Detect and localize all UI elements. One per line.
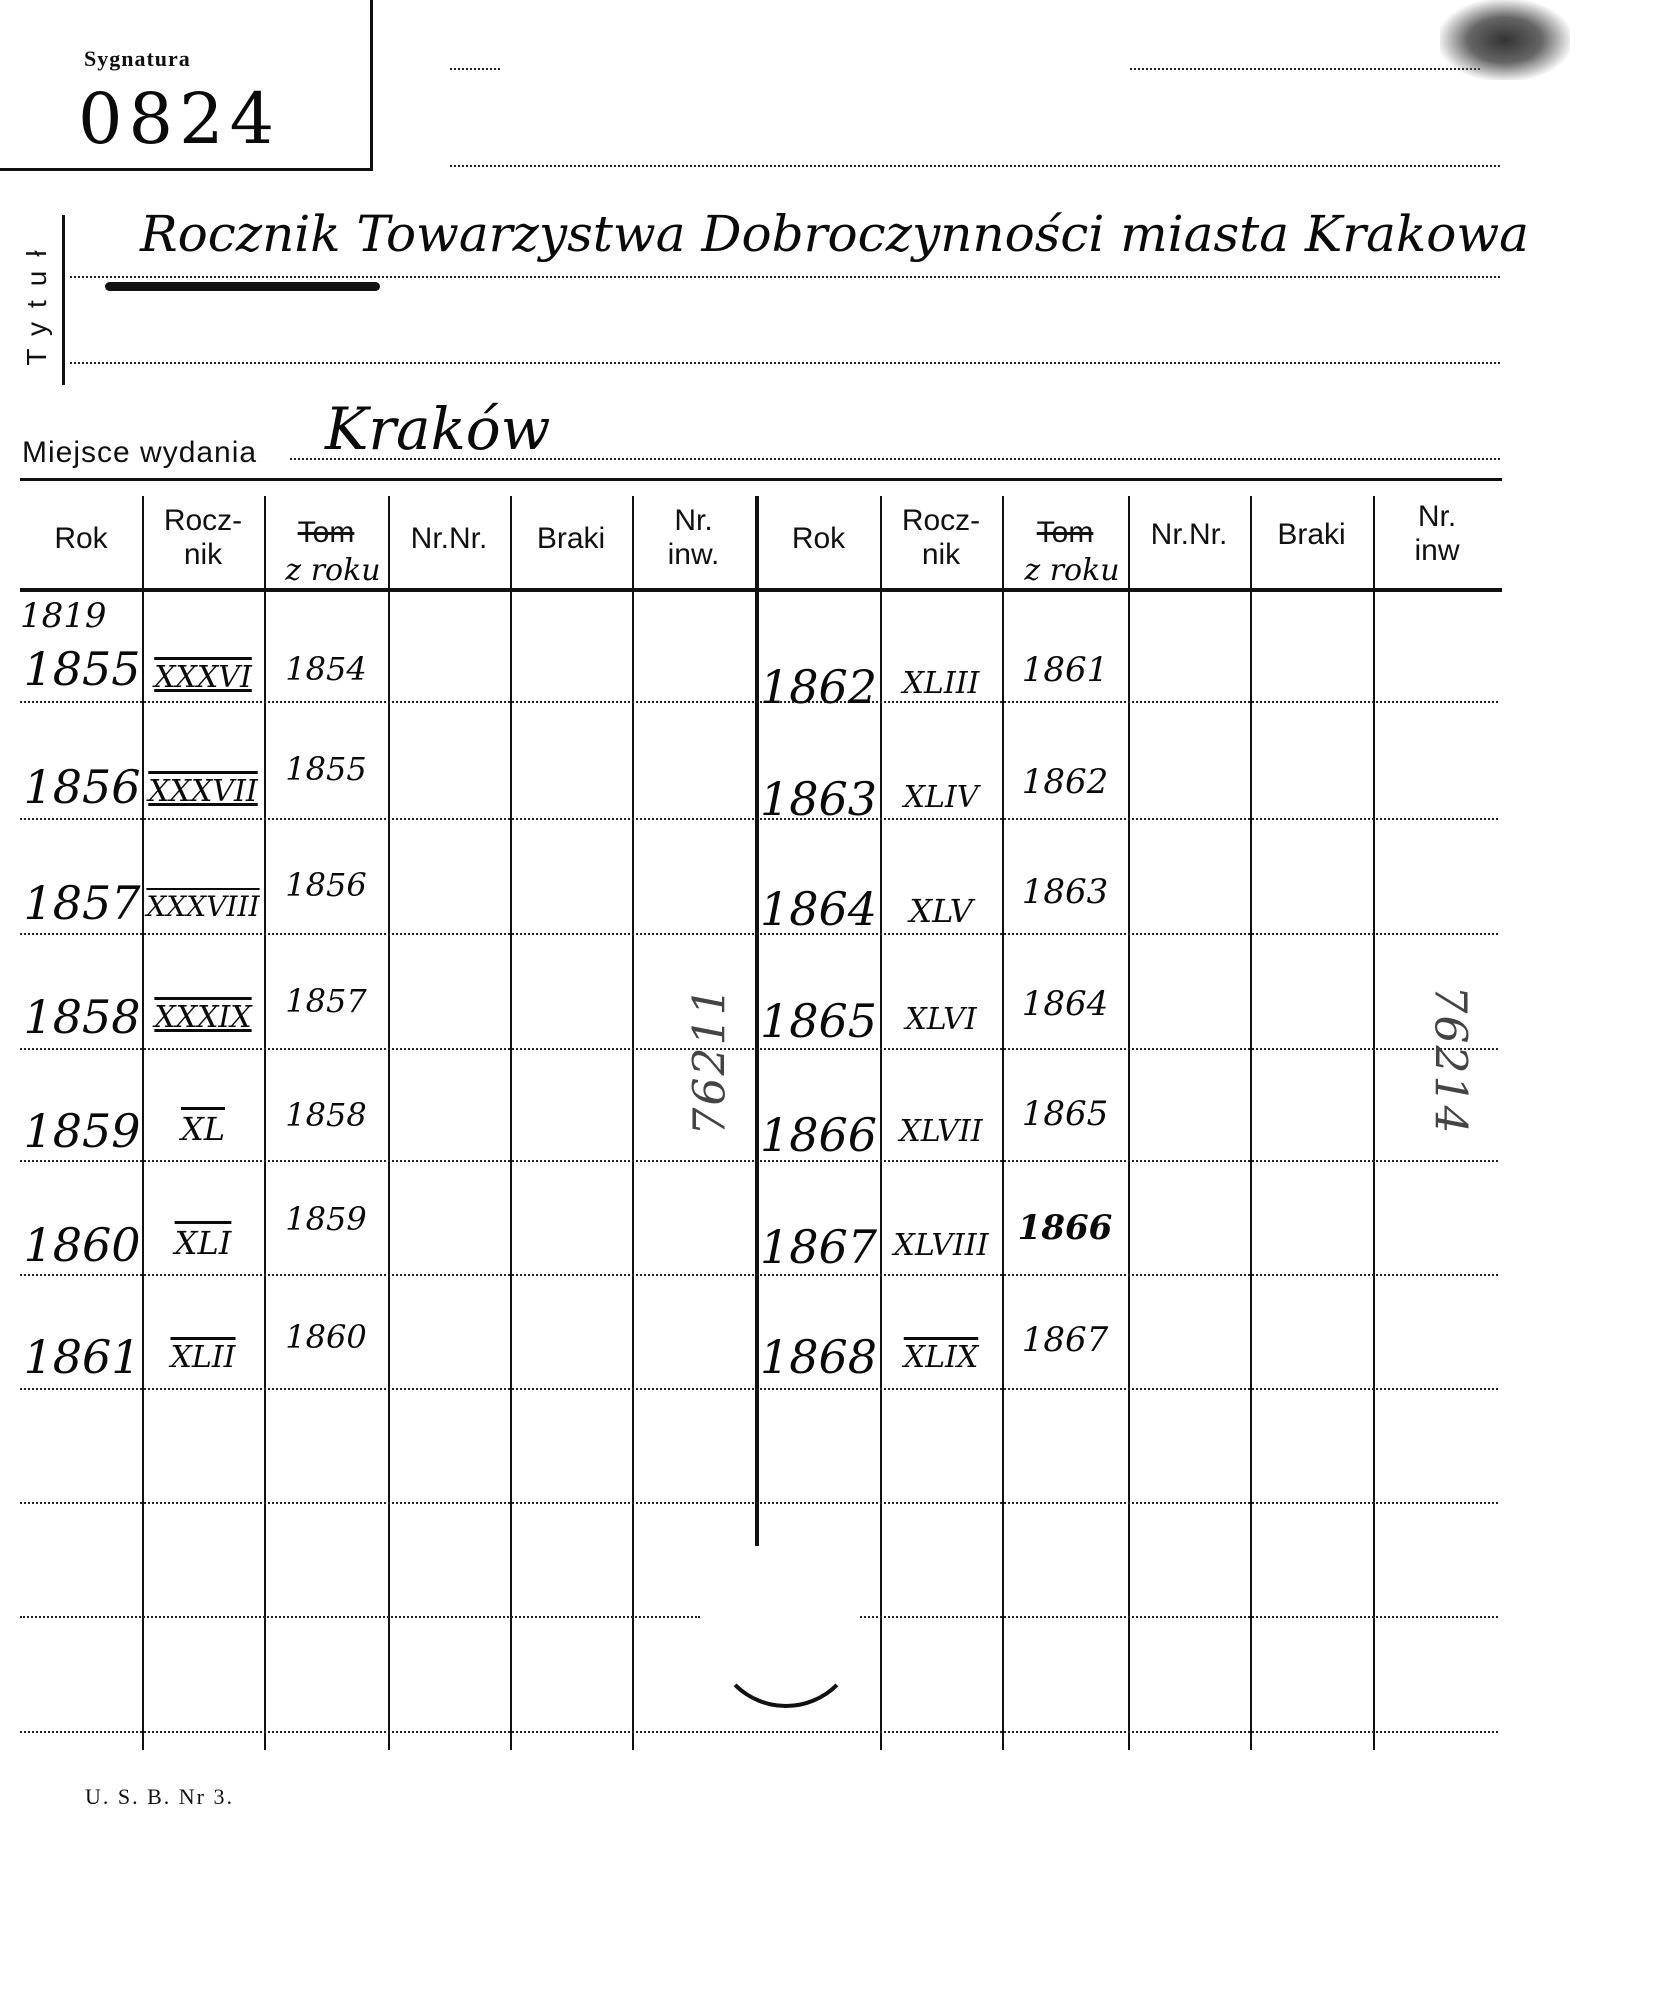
left-row-2-rocznik: XXXVII	[148, 774, 258, 809]
table-header-rule	[20, 588, 1502, 592]
left-row-2-z-roku: 1855	[285, 750, 367, 788]
top-dotted-line-2	[450, 165, 1500, 167]
signature-number: 0824	[78, 78, 281, 160]
left-row-6-rok: 1860	[23, 1218, 141, 1272]
left-row-4-rok: 1858	[23, 990, 141, 1044]
title-underline-mark	[105, 282, 380, 291]
title-dotted-line-2	[70, 362, 1500, 364]
right-row-7-z-roku: 1867	[1021, 1320, 1109, 1360]
left-row-1-z-roku: 1854	[285, 650, 367, 688]
col-line-11	[1373, 496, 1375, 1750]
right-row-3-rocznik: XLV	[909, 892, 973, 930]
row-line-10	[20, 1731, 1498, 1733]
right-row-4-rok: 1865	[759, 994, 878, 1048]
header-rocznik-right: Rocz- nik	[901, 504, 981, 571]
left-row-1-rocznik: XXXVI	[154, 660, 252, 695]
left-row-7-rok: 1861	[23, 1330, 141, 1384]
header-nrnr-left: Nr.Nr.	[410, 522, 488, 555]
punch-hole	[712, 1560, 860, 1708]
table-top-rule	[20, 478, 1502, 481]
top-dotted-line-short	[450, 68, 500, 70]
left-row-3-z-roku: 1856	[285, 866, 367, 904]
col-line-10	[1250, 496, 1252, 1750]
right-row-1-rocznik: XLIII	[902, 666, 980, 701]
right-row-5-z-roku: 1865	[1021, 1094, 1109, 1134]
row-line-9-right	[860, 1616, 1498, 1618]
left-row-3-rocznik: XXXVIII	[146, 890, 260, 923]
row-line-6	[20, 1274, 1498, 1276]
left-row-1-extra-year: 1819	[20, 596, 107, 636]
header-nrnr-right: Nr.Nr.	[1150, 518, 1228, 551]
col-line-5	[632, 496, 634, 1750]
header-rok-right: Rok	[791, 522, 846, 555]
signature-box	[0, 0, 373, 171]
place-label: Miejsce wydania	[22, 436, 258, 469]
right-row-4-rocznik: XLVI	[905, 1002, 977, 1037]
header-nr-inw-right: Nr. inw	[1414, 500, 1460, 567]
title-bracket	[62, 215, 65, 385]
ink-smudge	[1440, 0, 1570, 80]
title-label-box	[12, 230, 62, 380]
col-line-3	[388, 496, 390, 1750]
left-row-5-rocznik: $\overline{XL}$	[180, 1110, 226, 1148]
header-tom-right: Tom	[1036, 516, 1094, 549]
left-row-7-rocznik: XLII	[170, 1340, 236, 1375]
row-line-4	[20, 1048, 1498, 1050]
title-label: Tytuł	[21, 236, 52, 366]
right-row-3-z-roku: 1863	[1021, 872, 1109, 912]
top-dotted-line	[1130, 68, 1480, 70]
header-rok-left: Rok	[54, 522, 108, 555]
title-text: Rocznik Towarzystwa Dobroczynności miasta Krakowa	[140, 205, 1529, 263]
place-value: Kraków	[325, 395, 551, 463]
left-row-5-z-roku: 1858	[285, 1096, 367, 1134]
left-row-3-rok: 1857	[23, 876, 141, 930]
header-nr-inw-left: Nr. inw.	[667, 504, 720, 571]
right-row-6-rok: 1867	[759, 1220, 878, 1274]
form-footer: U. S. B. Nr 3.	[85, 1784, 235, 1809]
left-row-2-rok: 1856	[23, 760, 141, 814]
header-tom-left: Tom	[297, 516, 355, 549]
right-row-3-rok: 1864	[759, 882, 878, 936]
header-rocznik-left: Rocz- nik	[163, 504, 243, 571]
header-braki-left: Braki	[536, 522, 606, 555]
title-dotted-line-1	[70, 276, 1500, 278]
left-row-7-z-roku: 1860	[285, 1318, 367, 1356]
left-row-6-z-roku: 1859	[285, 1200, 367, 1238]
row-line-9-left	[20, 1616, 700, 1618]
right-row-5-rocznik: XLVII	[899, 1114, 983, 1149]
place-dotted-line	[290, 458, 1500, 460]
row-line-7	[20, 1388, 1498, 1390]
header-z-roku-left: z roku	[285, 553, 381, 588]
right-row-7-rocznik: XLIX	[903, 1340, 979, 1375]
col-line-9	[1128, 496, 1130, 1750]
header-z-roku-right: z roku	[1024, 553, 1120, 588]
col-line-4	[510, 496, 512, 1750]
left-row-4-z-roku: 1857	[285, 982, 367, 1020]
header-braki-right: Braki	[1277, 518, 1346, 551]
right-row-5-rok: 1866	[759, 1108, 878, 1162]
row-line-8	[20, 1502, 1498, 1504]
inventory-number-left: 76211	[684, 985, 736, 1136]
left-row-4-rocznik: XXXIX	[154, 1000, 252, 1035]
right-row-1-rok: 1862	[759, 660, 878, 714]
right-row-6-rocznik: XLVIII	[893, 1228, 989, 1263]
right-row-1-z-roku: 1861	[1021, 650, 1109, 690]
inventory-number-right: 76214	[1424, 985, 1476, 1136]
left-row-6-rocznik: $\overline{XLI}$	[174, 1224, 232, 1262]
right-row-6-z-roku: 1866	[1017, 1208, 1113, 1248]
signature-label: Sygnatura	[84, 46, 191, 71]
right-row-2-rok: 1863	[759, 772, 878, 826]
right-row-2-rocznik: XLIV	[903, 780, 979, 815]
left-row-5-rok: 1859	[23, 1104, 141, 1158]
left-row-1-rok: 1855	[23, 642, 141, 696]
right-row-4-z-roku: 1864	[1021, 984, 1109, 1024]
right-row-7-rok: 1868	[759, 1330, 878, 1384]
right-row-2-z-roku: 1862	[1021, 762, 1109, 802]
